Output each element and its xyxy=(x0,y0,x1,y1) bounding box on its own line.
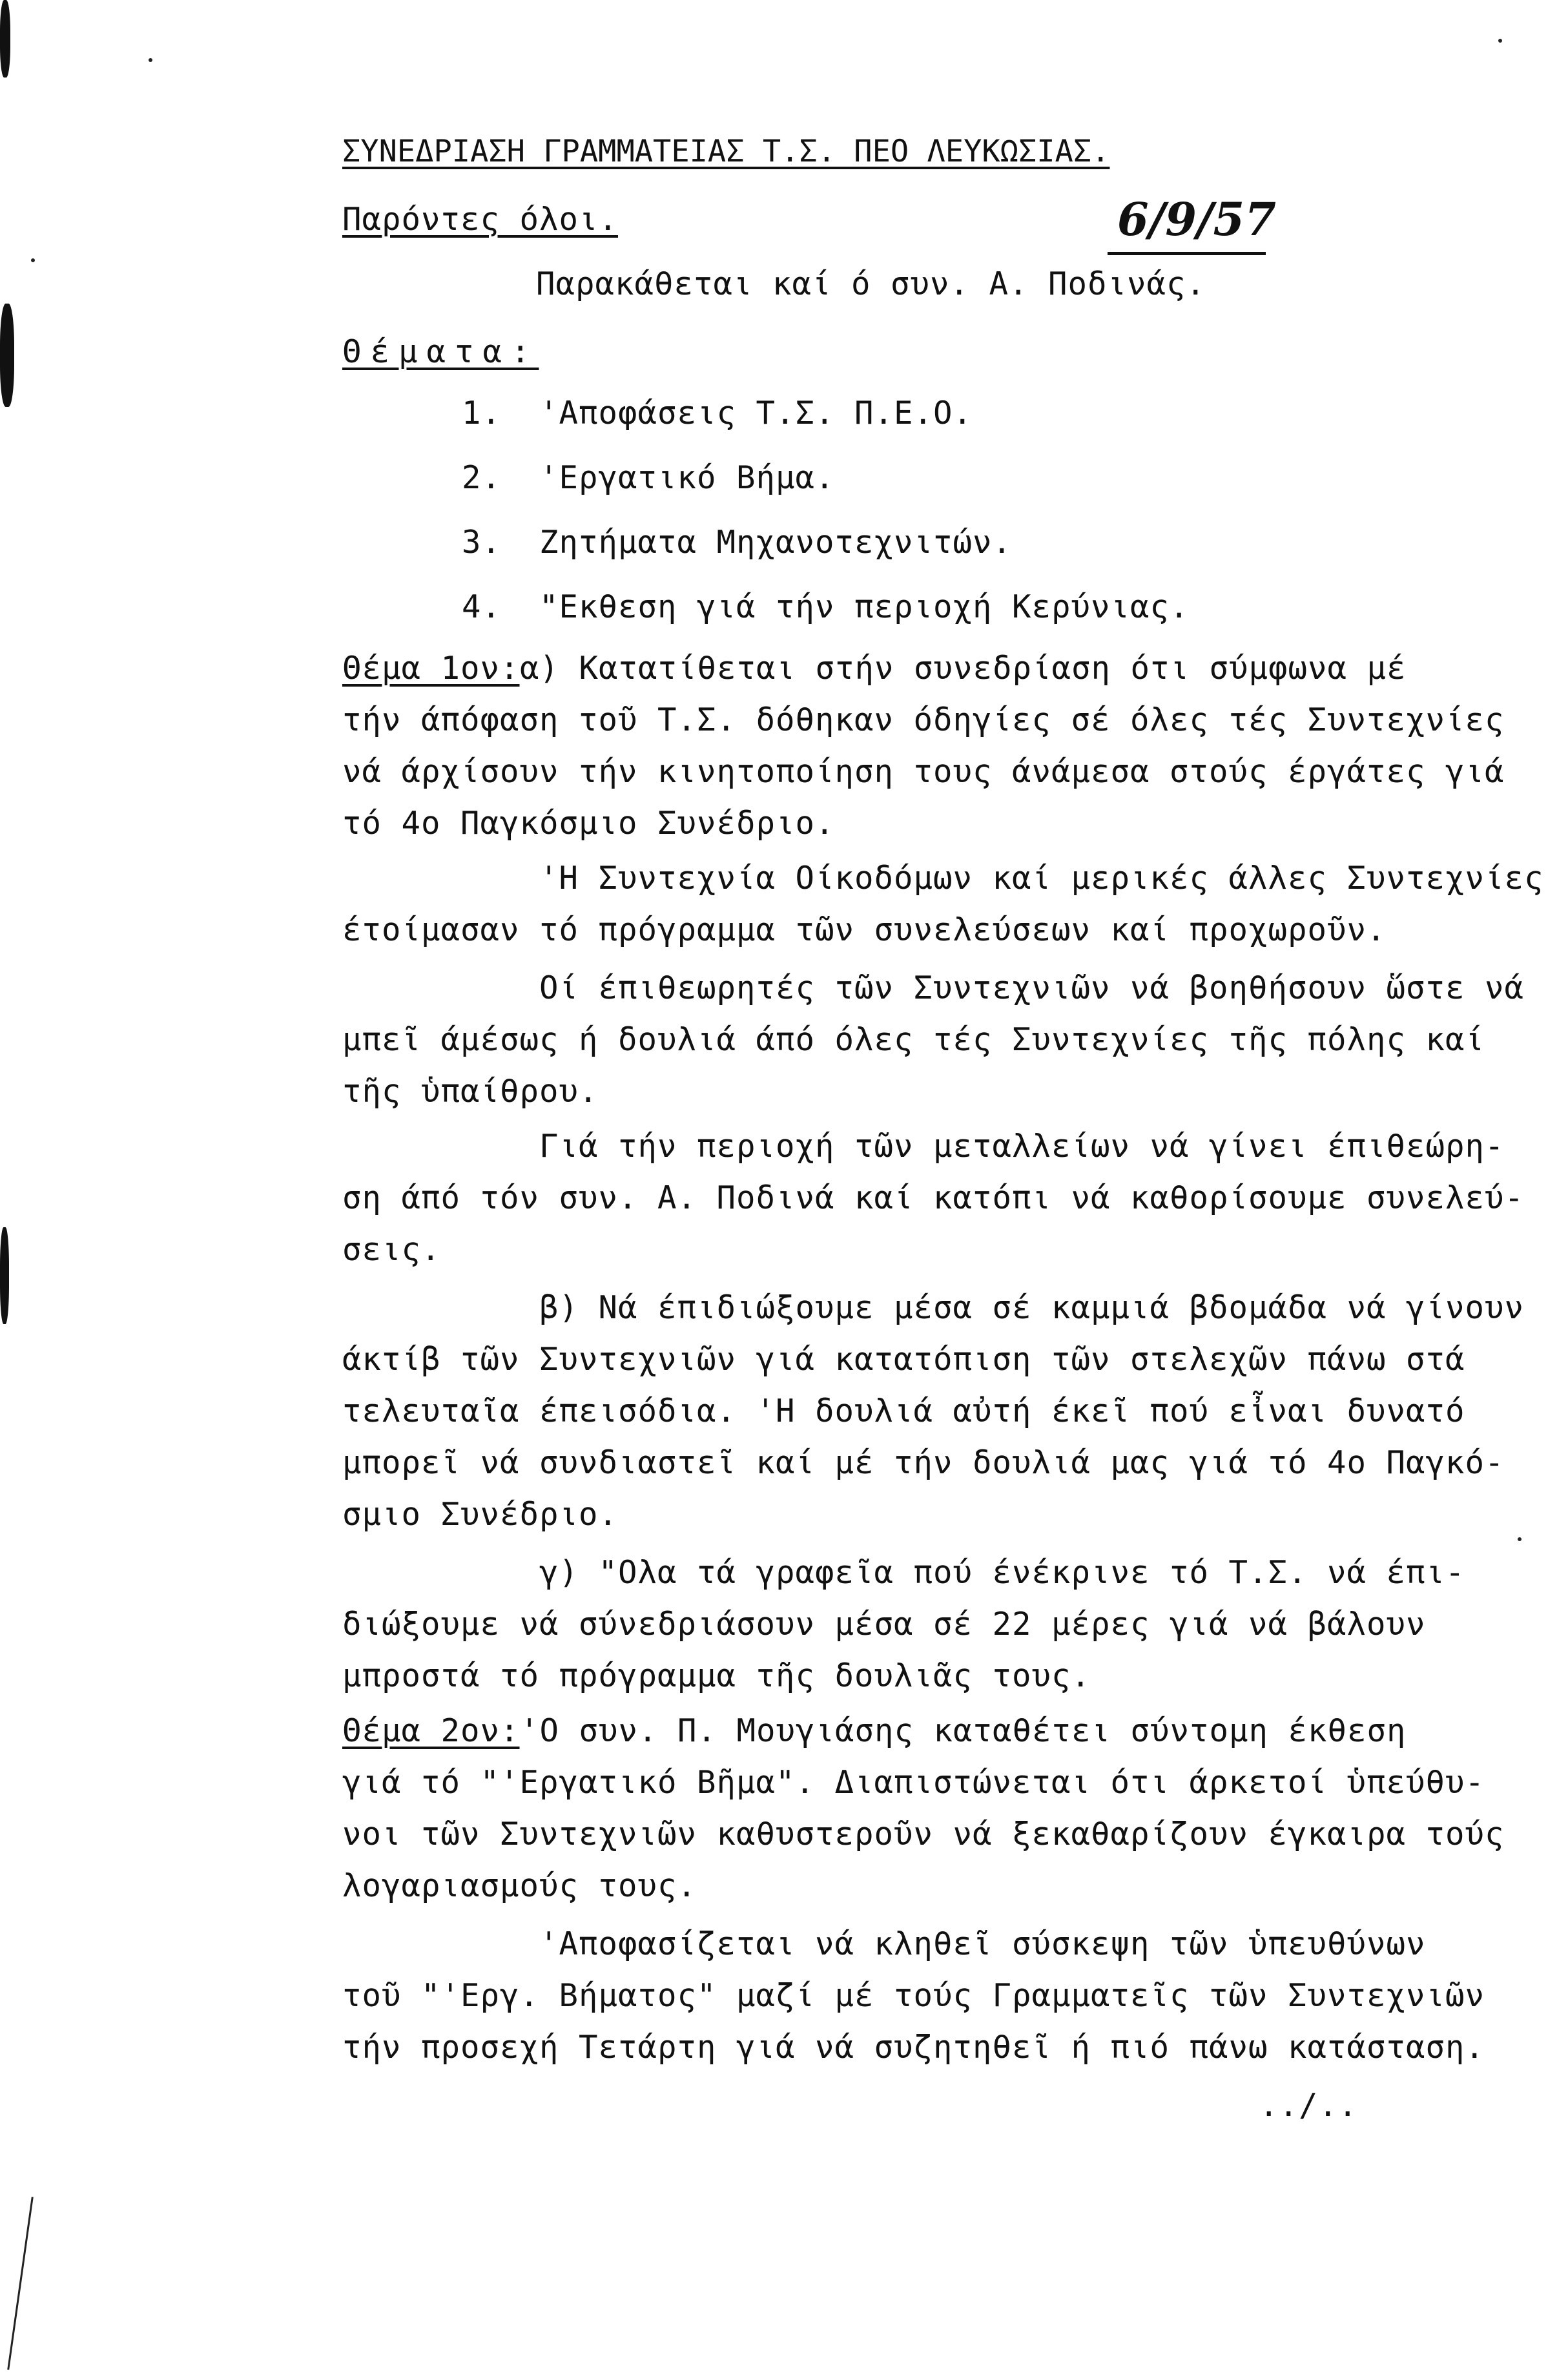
topic-text: 'Εργατικό Βήμα. xyxy=(539,459,835,496)
body-line: β) Νά έπιδιώξουμε μέσα σέ καμμιά βδομάδα νά γίνουν xyxy=(539,1289,1525,1326)
body-line: Γιά τήν περιοχή τῶν μεταλλείων νά γίνει έπιθεώρη- xyxy=(539,1128,1505,1165)
scan-mark xyxy=(7,2197,34,2370)
body-line: τήν προσεχή Τετάρτη γιά νά συζητηθεῖ ή πιό πάνω κατάσταση. xyxy=(342,2029,1485,2066)
scan-mark xyxy=(0,1227,9,1324)
topic-text: 'Αποφάσεις Τ.Σ. Π.Ε.Ο. xyxy=(539,395,973,431)
body-line: λογαριασμούς τους. xyxy=(342,1867,697,1904)
body-line: γιά τό "'Εργατικό Βῆμα". Διαπιστώνεται ότι άρκετοί ὑπεύθυ- xyxy=(342,1764,1485,1801)
body-line: 'Η Συντεχνία Οίκοδόμων καί μερικές άλλες Συντεχνίες xyxy=(539,860,1544,897)
also-present-line: Παρακάθεται καί ό συν. Α. Ποδινάς. xyxy=(536,265,1206,302)
body-line: τό 4ο Παγκόσμιο Συνέδριο. xyxy=(342,805,835,842)
body-line: τῆς ὑπαίθρου. xyxy=(342,1073,599,1110)
scan-mark xyxy=(0,0,10,78)
body-line: 'Αποφασίζεται νά κληθεῖ σύσκεψη τῶν ὑπευθύνων xyxy=(539,1925,1426,1962)
topic-number: 2. xyxy=(462,459,502,496)
body-line: 'Ο συν. Π. Μουγιάσης καταθέτει σύντομη έκθεση xyxy=(520,1712,1407,1749)
topic1-label: Θέμα 1ον: xyxy=(342,650,520,687)
body-line: διώξουμε νά σύνεδριάσουν μέσα σέ 22 μέρες γιά νά βάλουν xyxy=(342,1606,1426,1643)
date-underline xyxy=(1108,252,1266,255)
body-line: γ) "Ολα τά γραφεῖα πού ένέκρινε τό Τ.Σ. νά έπι- xyxy=(539,1554,1465,1591)
scan-mark xyxy=(0,304,14,407)
continuation-mark: ../.. xyxy=(1259,2087,1358,2124)
topic-text: Ζητήματα Μηχανοτεχνιτών. xyxy=(539,524,1013,561)
body-line: α) Κατατίθεται στήν συνεδρίαση ότι σύμφωνα μέ xyxy=(520,650,1407,687)
body-line: μπροστά τό πρόγραμμα τῆς δουλιᾶς τους. xyxy=(342,1657,1091,1694)
body-line: σεις. xyxy=(342,1231,441,1268)
topic2-label: Θέμα 2ον: xyxy=(342,1712,520,1749)
body-line: άκτίβ τῶν Συντεχνιῶν γιά κατατόπιση τῶν στελεχῶν πάνω στά xyxy=(342,1341,1465,1378)
body-line: νά άρχίσουν τήν κινητοποίηση τους άνάμεσα στούς έργάτες γιά xyxy=(342,753,1505,790)
body-line: σμιο Συνέδριο. xyxy=(342,1496,619,1533)
scan-dot xyxy=(31,258,35,262)
topic-number: 1. xyxy=(462,395,502,431)
body-line: τελευταῖα έπεισόδια. 'Η δουλιά αὐτή έκεῖ πού εἶναι δυνατό xyxy=(342,1393,1465,1429)
scan-dot xyxy=(1498,39,1502,43)
handwritten-date: 6/9/57 xyxy=(1117,192,1276,246)
body-line: τήν άπόφαση τοῦ Τ.Σ. δόθηκαν όδηγίες σέ όλες τές Συντεχνίες xyxy=(342,701,1505,738)
scan-dot xyxy=(1518,1537,1522,1541)
topic-text: "Εκθεση γιά τήν περιοχή Κερύνιας. xyxy=(539,588,1190,625)
topic-number: 3. xyxy=(462,524,502,561)
body-line: ση άπό τόν συν. Α. Ποδινά καί κατόπι νά καθορίσουμε συνελεύ- xyxy=(342,1179,1525,1216)
body-line: τοῦ "'Εργ. Βήματος" μαζί μέ τούς Γραμματεῖς τῶν Συντεχνιῶν xyxy=(342,1977,1485,2014)
body-line: μπορεῖ νά συνδιαστεῖ καί μέ τήν δουλιά μας γιά τό 4ο Παγκό- xyxy=(342,1444,1505,1481)
topic-number: 4. xyxy=(462,588,502,625)
document-title: ΣΥΝΕΔΡΙΑΣΗ ΓΡΑΜΜΑΤΕΙΑΣ Τ.Σ. ΠΕΟ ΛΕΥΚΩΣΙΑΣ. xyxy=(342,134,1110,169)
topics-heading: Θέματα: xyxy=(342,333,539,370)
scan-dot xyxy=(149,58,152,62)
body-line: νοι τῶν Συντεχνιῶν καθυστεροῦν νά ξεκαθαρίζουν έγκαιρα τούς xyxy=(342,1816,1505,1852)
body-line: μπεῖ άμέσως ή δουλιά άπό όλες τές Συντεχνίες τῆς πόλης καί xyxy=(342,1021,1485,1058)
body-line: Οί έπιθεωρητές τῶν Συντεχνιῶν νά βοηθήσουν ὥστε νά xyxy=(539,970,1525,1006)
attendance-line: Παρόντες όλοι. xyxy=(342,201,619,238)
body-line: έτοίμασαν τό πρόγραμμα τῶν συνελεύσεων καί προχωροῦν. xyxy=(342,911,1387,948)
